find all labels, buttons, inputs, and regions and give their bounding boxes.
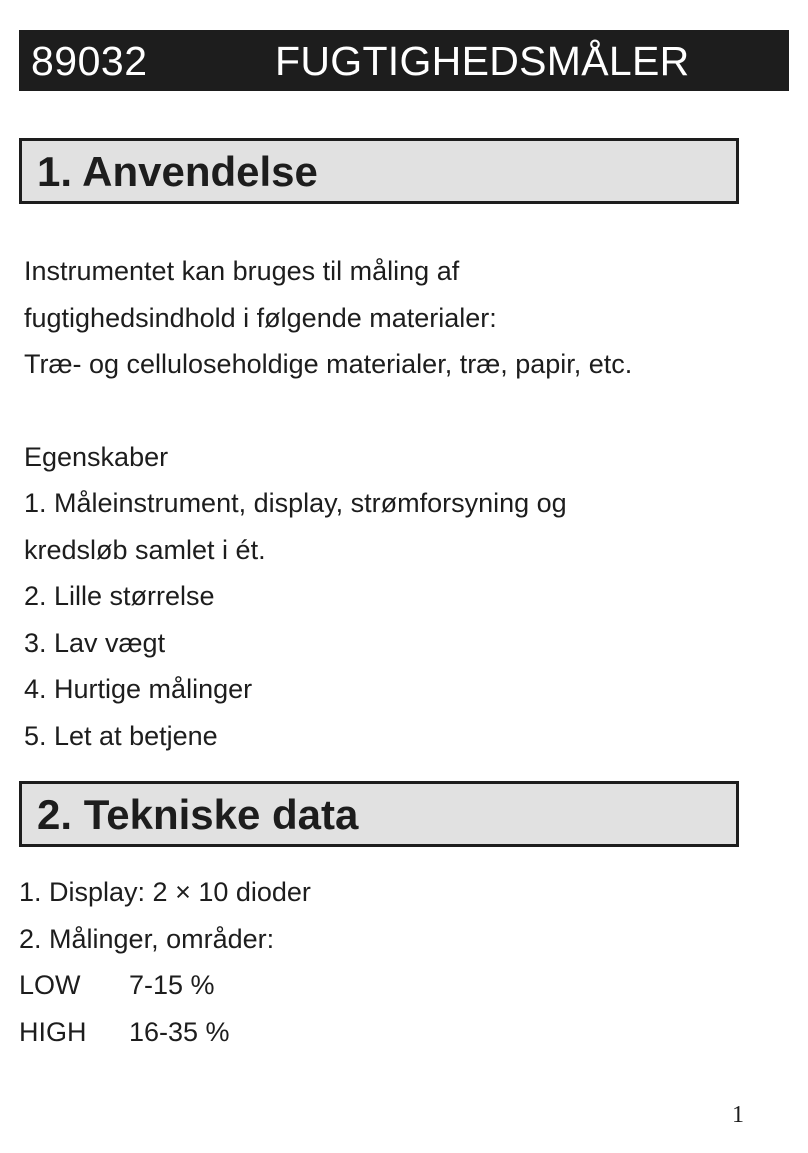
feature-line: 1. Måleinstrument, display, strømforsyning og	[24, 488, 567, 518]
feature-line: 5. Let at betjene	[24, 721, 218, 751]
intro-line: Instrumentet kan bruges til måling af	[24, 256, 460, 286]
section-heading-text: 1. Anvendelse	[37, 148, 318, 195]
product-code: 89032	[31, 38, 148, 84]
range-value-low: 7-15 %	[129, 970, 215, 1000]
document-header	[19, 30, 789, 91]
feature-line: 4. Hurtige målinger	[24, 674, 253, 704]
features-title: Egenskaber	[24, 442, 169, 472]
section-heading-anvendelse	[19, 138, 739, 204]
range-value-high: 16-35 %	[129, 1017, 230, 1047]
range-label-low: LOW	[19, 970, 81, 1000]
spec-line: 1. Display: 2 × 10 dioder	[19, 877, 311, 907]
feature-line: kredsløb samlet i ét.	[24, 535, 266, 565]
range-label-high: HIGH	[19, 1017, 87, 1047]
document-title: FUGTIGHEDSMÅLER	[275, 38, 690, 84]
section-heading-tekniske-data	[19, 781, 739, 847]
feature-line: 2. Lille størrelse	[24, 581, 215, 611]
intro-line: fugtighedsindhold i følgende materialer:	[24, 303, 497, 333]
section-heading-text: 2. Tekniske data	[37, 791, 359, 838]
feature-line: 3. Lav vægt	[24, 628, 166, 658]
intro-line: Træ- og celluloseholdige materialer, træ, papir, etc.	[24, 349, 633, 379]
spec-line: 2. Målinger, områder:	[19, 924, 275, 954]
page-number: 1	[732, 1102, 744, 1128]
